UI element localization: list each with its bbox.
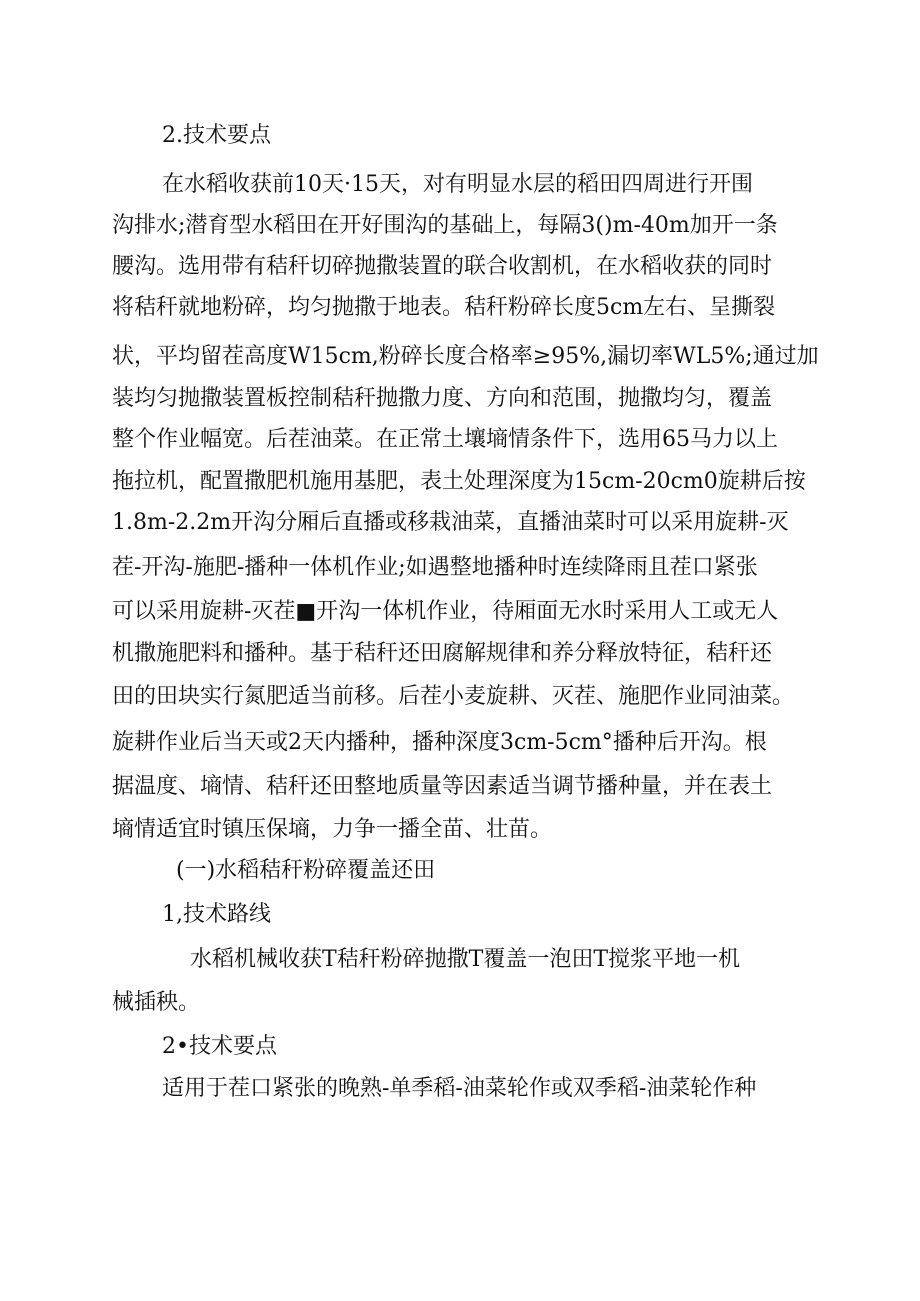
paragraph-line: 装均匀抛撒装置板控制秸秆抛撒力度、方向和范围，抛撒均匀，覆盖	[112, 386, 773, 411]
paragraph-line: 将秸秆就地粉碎，均匀抛撒于地表。秸秆粉碎长度5cm左右、呈撕裂	[112, 295, 776, 320]
paragraph-line: 据温度、墒情、秸秆还田整地质量等因素适当调节播种量，并在表土	[112, 774, 773, 799]
paragraph-line: 可以采用旋耕-灭茬■开沟一体机作业，待厢面无水时采用人工或无人	[112, 599, 779, 624]
points-line: 适用于茬口紧张的晚熟-单季稻-油菜轮作或双季稻-油菜轮作种	[162, 1076, 757, 1101]
paragraph-line: 田的田块实行氮肥适当前移。后茬小麦旋耕、灭茬、施肥作业同油菜。	[112, 684, 795, 709]
paragraph-line: 茬-开沟-施肥-播种一体机作业;如遇整地播种时连续降雨且茬口紧张	[112, 555, 758, 580]
route-line: 械插秧。	[112, 990, 201, 1015]
paragraph-line: 1.8m-2.2m开沟分厢后直播或移栽油菜，直播油菜时可以采用旋耕-灭	[112, 510, 789, 535]
paragraph-line: 拖拉机，配置撒肥机施用基肥，表土处理深度为15cm-20cm0旋耕后按	[112, 469, 806, 494]
route-line: 水稻机械收获T秸秆粉碎抛撒T覆盖一泡田T搅浆平地一机	[190, 947, 741, 972]
paragraph-line: 旋耕作业后当天或2天内播种，播种深度3cm-5cm°播种后开沟。根	[112, 730, 767, 755]
paragraph-line: 机撒施肥料和播种。基于秸秆还田腐解规律和养分释放特征，秸秆还	[112, 641, 773, 666]
section-heading: 2.技术要点	[162, 123, 271, 148]
points-heading: 2•技术要点	[162, 1034, 277, 1059]
paragraph-line: 沟排水;潜育型水稻田在开好围沟的基础上，每隔3()m-40m加开一条	[112, 213, 778, 238]
route-heading: 1,技术路线	[162, 902, 271, 927]
paragraph-line: 在水稻收获前10天·15天，对有明显水层的稻田四周进行开围	[162, 172, 753, 197]
paragraph-line: 腰沟。选用带有秸秆切碎抛撒装置的联合收割机，在水稻收获的同时	[112, 254, 773, 279]
paragraph-line: 墒情适宜时镇压保墒，力争一播全苗、壮苗。	[112, 817, 553, 842]
subsection-heading: (一)水稻秸秆粉碎覆盖还田	[176, 858, 436, 883]
paragraph-line: 状，平均留茬高度W15cm,粉碎长度合格率≥95%,漏切率WL5%;通过加	[112, 344, 819, 369]
paragraph-line: 整个作业幅宽。后茬油菜。在正常土壤墒情条件下，选用65马力以上	[112, 427, 778, 452]
